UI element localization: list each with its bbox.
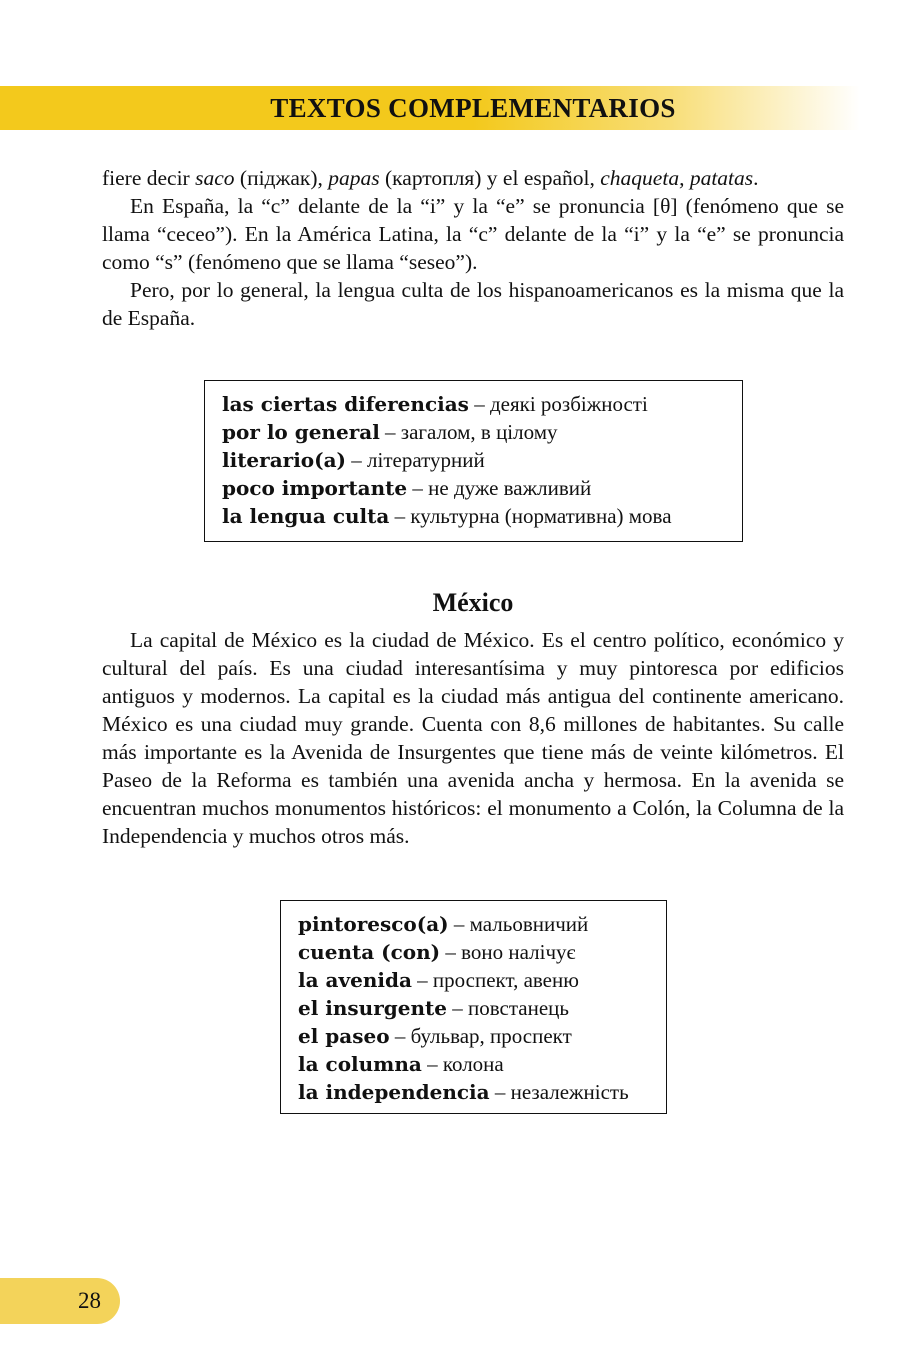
intro-text bbox=[102, 164, 844, 332]
vocab-entry: pintoresco(a) – мальовничий bbox=[298, 912, 589, 936]
page-number-tab bbox=[0, 1278, 120, 1324]
vocab-entry: la lengua culta – культурна (нормативна) мова bbox=[222, 504, 672, 528]
vocab-entry: la columna – колона bbox=[298, 1052, 504, 1076]
intro-paragraph-2: En España, la “c” delante de la “i” y la “e” se pronuncia [θ] (fenómeno que se llama “ceceo”). En la América Latina, la “c” delante de la “i” y la “e” se pronuncia como “s” (fenómeno que se llama “seseo”). bbox=[102, 194, 844, 274]
page-header-title: TEXTOS COMPLEMENTARIOS bbox=[270, 93, 676, 123]
section-title: México bbox=[432, 588, 514, 617]
mexico-text bbox=[102, 626, 844, 850]
vocab-entry: el paseo – бульвар, проспект bbox=[298, 1024, 572, 1048]
page-number: 28 bbox=[78, 1288, 101, 1313]
vocab-entry: el insurgente – повстанець bbox=[298, 996, 569, 1020]
vocab-entry: la avenida – проспект, авеню bbox=[298, 968, 579, 992]
intro-paragraph-3: Pero, por lo general, la lengua culta de los hispanoamericanos es la misma que la de España. bbox=[102, 278, 844, 330]
vocab-entry: cuenta (con) – воно налічує bbox=[298, 940, 576, 964]
vocab-entry: por lo general – загалом, в цілому bbox=[222, 420, 558, 444]
vocab-entry: la independencia – незалежність bbox=[298, 1080, 629, 1104]
vocab-entry: literario(a) – літературний bbox=[222, 448, 485, 472]
intro-paragraph-1: fiere decir saco (піджак), papas (картопля) y el español, chaqueta, patatas. bbox=[102, 166, 759, 190]
vocab-entry: poco importante – не дуже важливий bbox=[222, 476, 592, 500]
vocab-entry: las ciertas diferencias – деякі розбіжності bbox=[222, 392, 648, 416]
vocabulary-box-1 bbox=[204, 380, 743, 542]
vocabulary-box-2 bbox=[280, 900, 667, 1114]
mexico-paragraph: La capital de México es la ciudad de México. Es el centro político, económico y cultural del país. Es una ciudad interesantísima y muy pintoresca por edificios antiguos y modernos. La capital es la ciudad más antigua del continente americano. México es una ciudad muy grande. Cuenta con 8,6 millones de habitantes. Su calle más importante es la Avenida de Insurgentes que tiene más de veinte kilómetros. El Paseo de la Reforma es también una avenida ancha y hermosa. En la avenida se encuentran muchos monumentos históricos: el monumento a Colón, la Columna de la Independencia y muchos otros más. bbox=[102, 628, 844, 848]
